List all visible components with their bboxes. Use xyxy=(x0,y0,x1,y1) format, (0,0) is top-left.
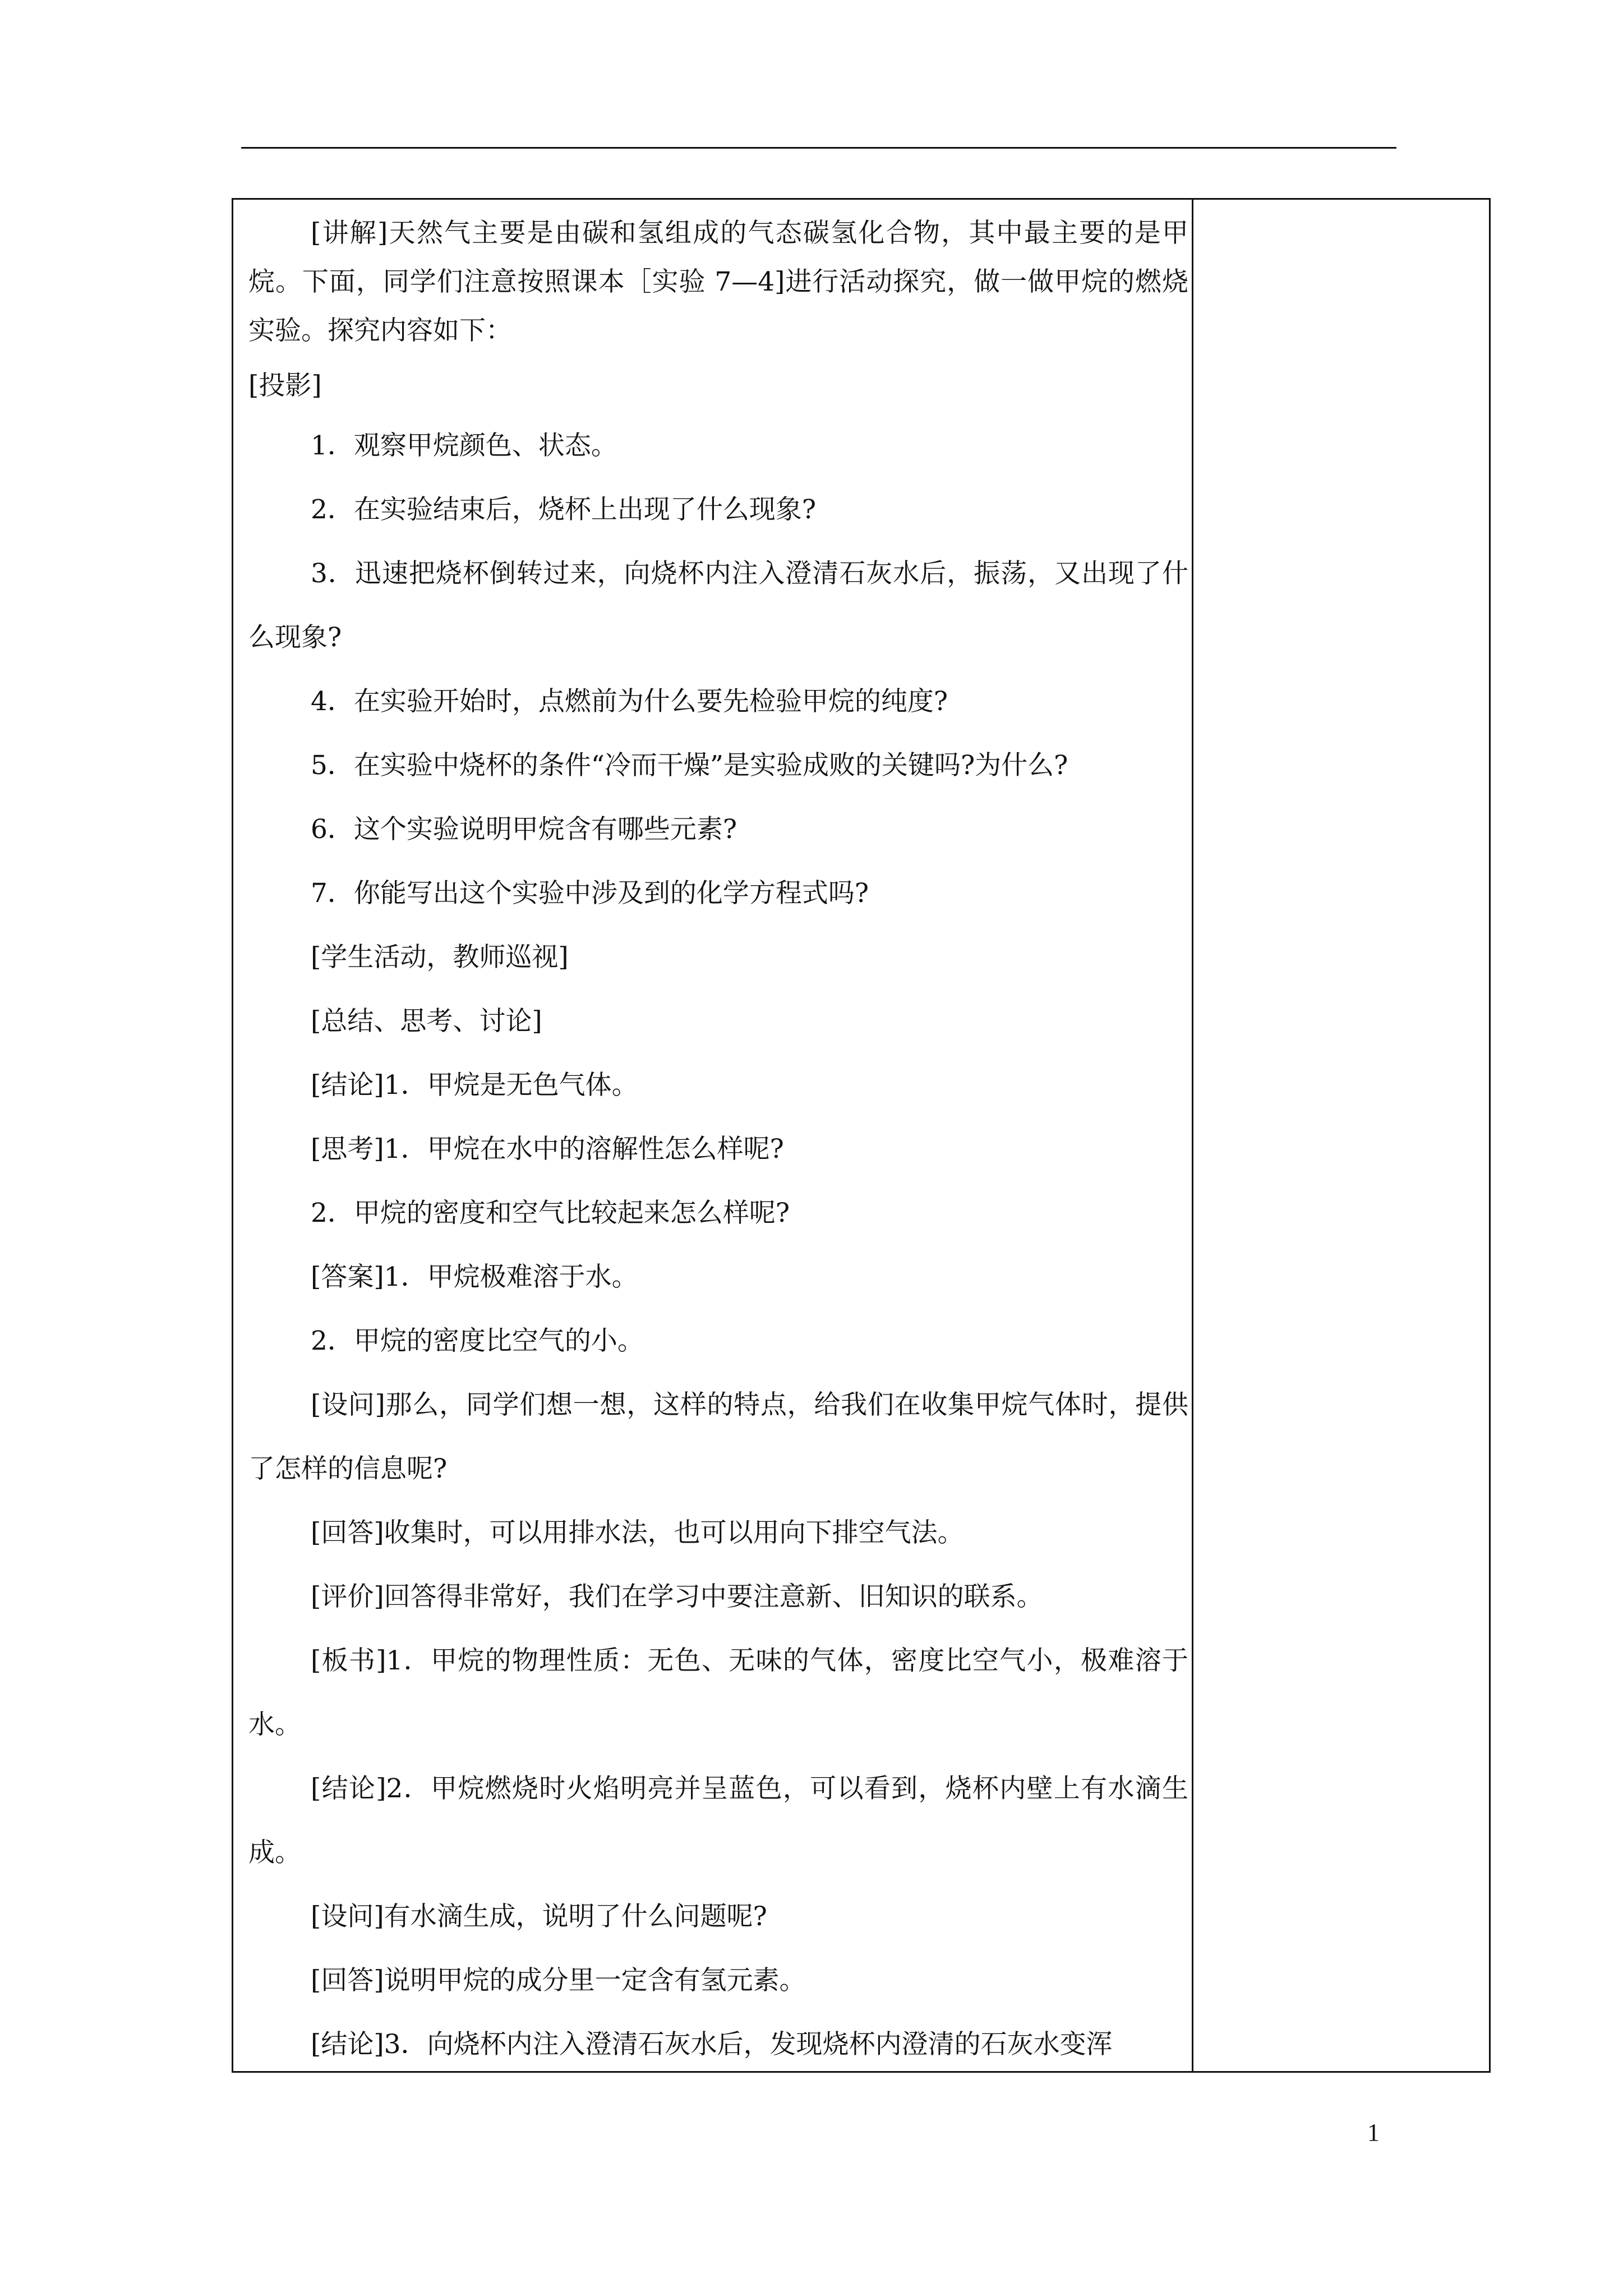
question-7: 7．你能写出这个实验中涉及到的化学方程式吗? xyxy=(311,878,869,909)
question-ask-2: [设问]有水滴生成，说明了什么问题呢? xyxy=(311,1901,767,1932)
lesson-content-cell xyxy=(233,200,1193,2071)
think-1: [思考]1．甲烷在水中的溶解性怎么样呢? xyxy=(311,1134,784,1165)
think-2: 2．甲烷的密度和空气比较起来怎么样呢? xyxy=(311,1198,790,1228)
intro-paragraph: [讲解]天然气主要是由碳和氢组成的气态碳氢化合物，其中最主要的是甲烷。下面，同学们注意按照课本［实验 7—4]进行活动探究，做一做甲烷的燃烧实验。探究内容如下： xyxy=(248,218,1188,346)
summary-label: [总结、思考、讨论] xyxy=(311,1006,542,1037)
conclusion-3: [结论]3．向烧杯内注入澄清石灰水后，发现烧杯内澄清的石灰水变浑 xyxy=(311,2029,1113,2060)
reply-1: [回答]收集时，可以用排水法，也可以用向下排空气法。 xyxy=(311,1517,964,1548)
lesson-table xyxy=(232,198,1491,2073)
question-6: 6．这个实验说明甲烷含有哪些元素? xyxy=(311,814,737,845)
conclusion-2: [结论]2．甲烷燃烧时火焰明亮并呈蓝色，可以看到，烧杯内壁上有水滴生成。 xyxy=(248,1773,1188,1868)
question-4: 4．在实验开始时，点燃前为什么要先检验甲烷的纯度? xyxy=(311,686,948,717)
evaluation: [评价]回答得非常好，我们在学习中要注意新、旧知识的联系。 xyxy=(311,1581,1043,1612)
conclusion-1: [结论]1．甲烷是无色气体。 xyxy=(311,1070,638,1101)
question-3: 3．迅速把烧杯倒转过来，向烧杯内注入澄清石灰水后，振荡，又出现了什么现象? xyxy=(248,558,1188,653)
answer-1: [答案]1．甲烷极难溶于水。 xyxy=(311,1262,638,1292)
notes-cell xyxy=(1193,200,1489,2071)
answer-2: 2．甲烷的密度比空气的小。 xyxy=(311,1326,644,1356)
header-rule xyxy=(241,147,1396,149)
question-5: 5．在实验中烧杯的条件“冷而干燥”是实验成败的关键吗?为什么? xyxy=(311,750,1068,781)
question-2: 2．在实验结束后，烧杯上出现了什么现象? xyxy=(311,494,817,525)
board-note: [板书]1．甲烷的物理性质：无色、无味的气体，密度比空气小，极难溶于水。 xyxy=(248,1645,1188,1740)
page-number: 1 xyxy=(1367,2119,1380,2146)
question-ask-1: [设问]那么，同学们想一想，这样的特点，给我们在收集甲烷气体时，提供了怎样的信息呢? xyxy=(248,1389,1188,1484)
question-1: 1．观察甲烷颜色、状态。 xyxy=(311,430,617,461)
projection-label: [投影] xyxy=(248,370,322,401)
reply-2: [回答]说明甲烷的成分里一定含有氢元素。 xyxy=(311,1965,806,1996)
student-activity: [学生活动，教师巡视] xyxy=(311,942,569,973)
